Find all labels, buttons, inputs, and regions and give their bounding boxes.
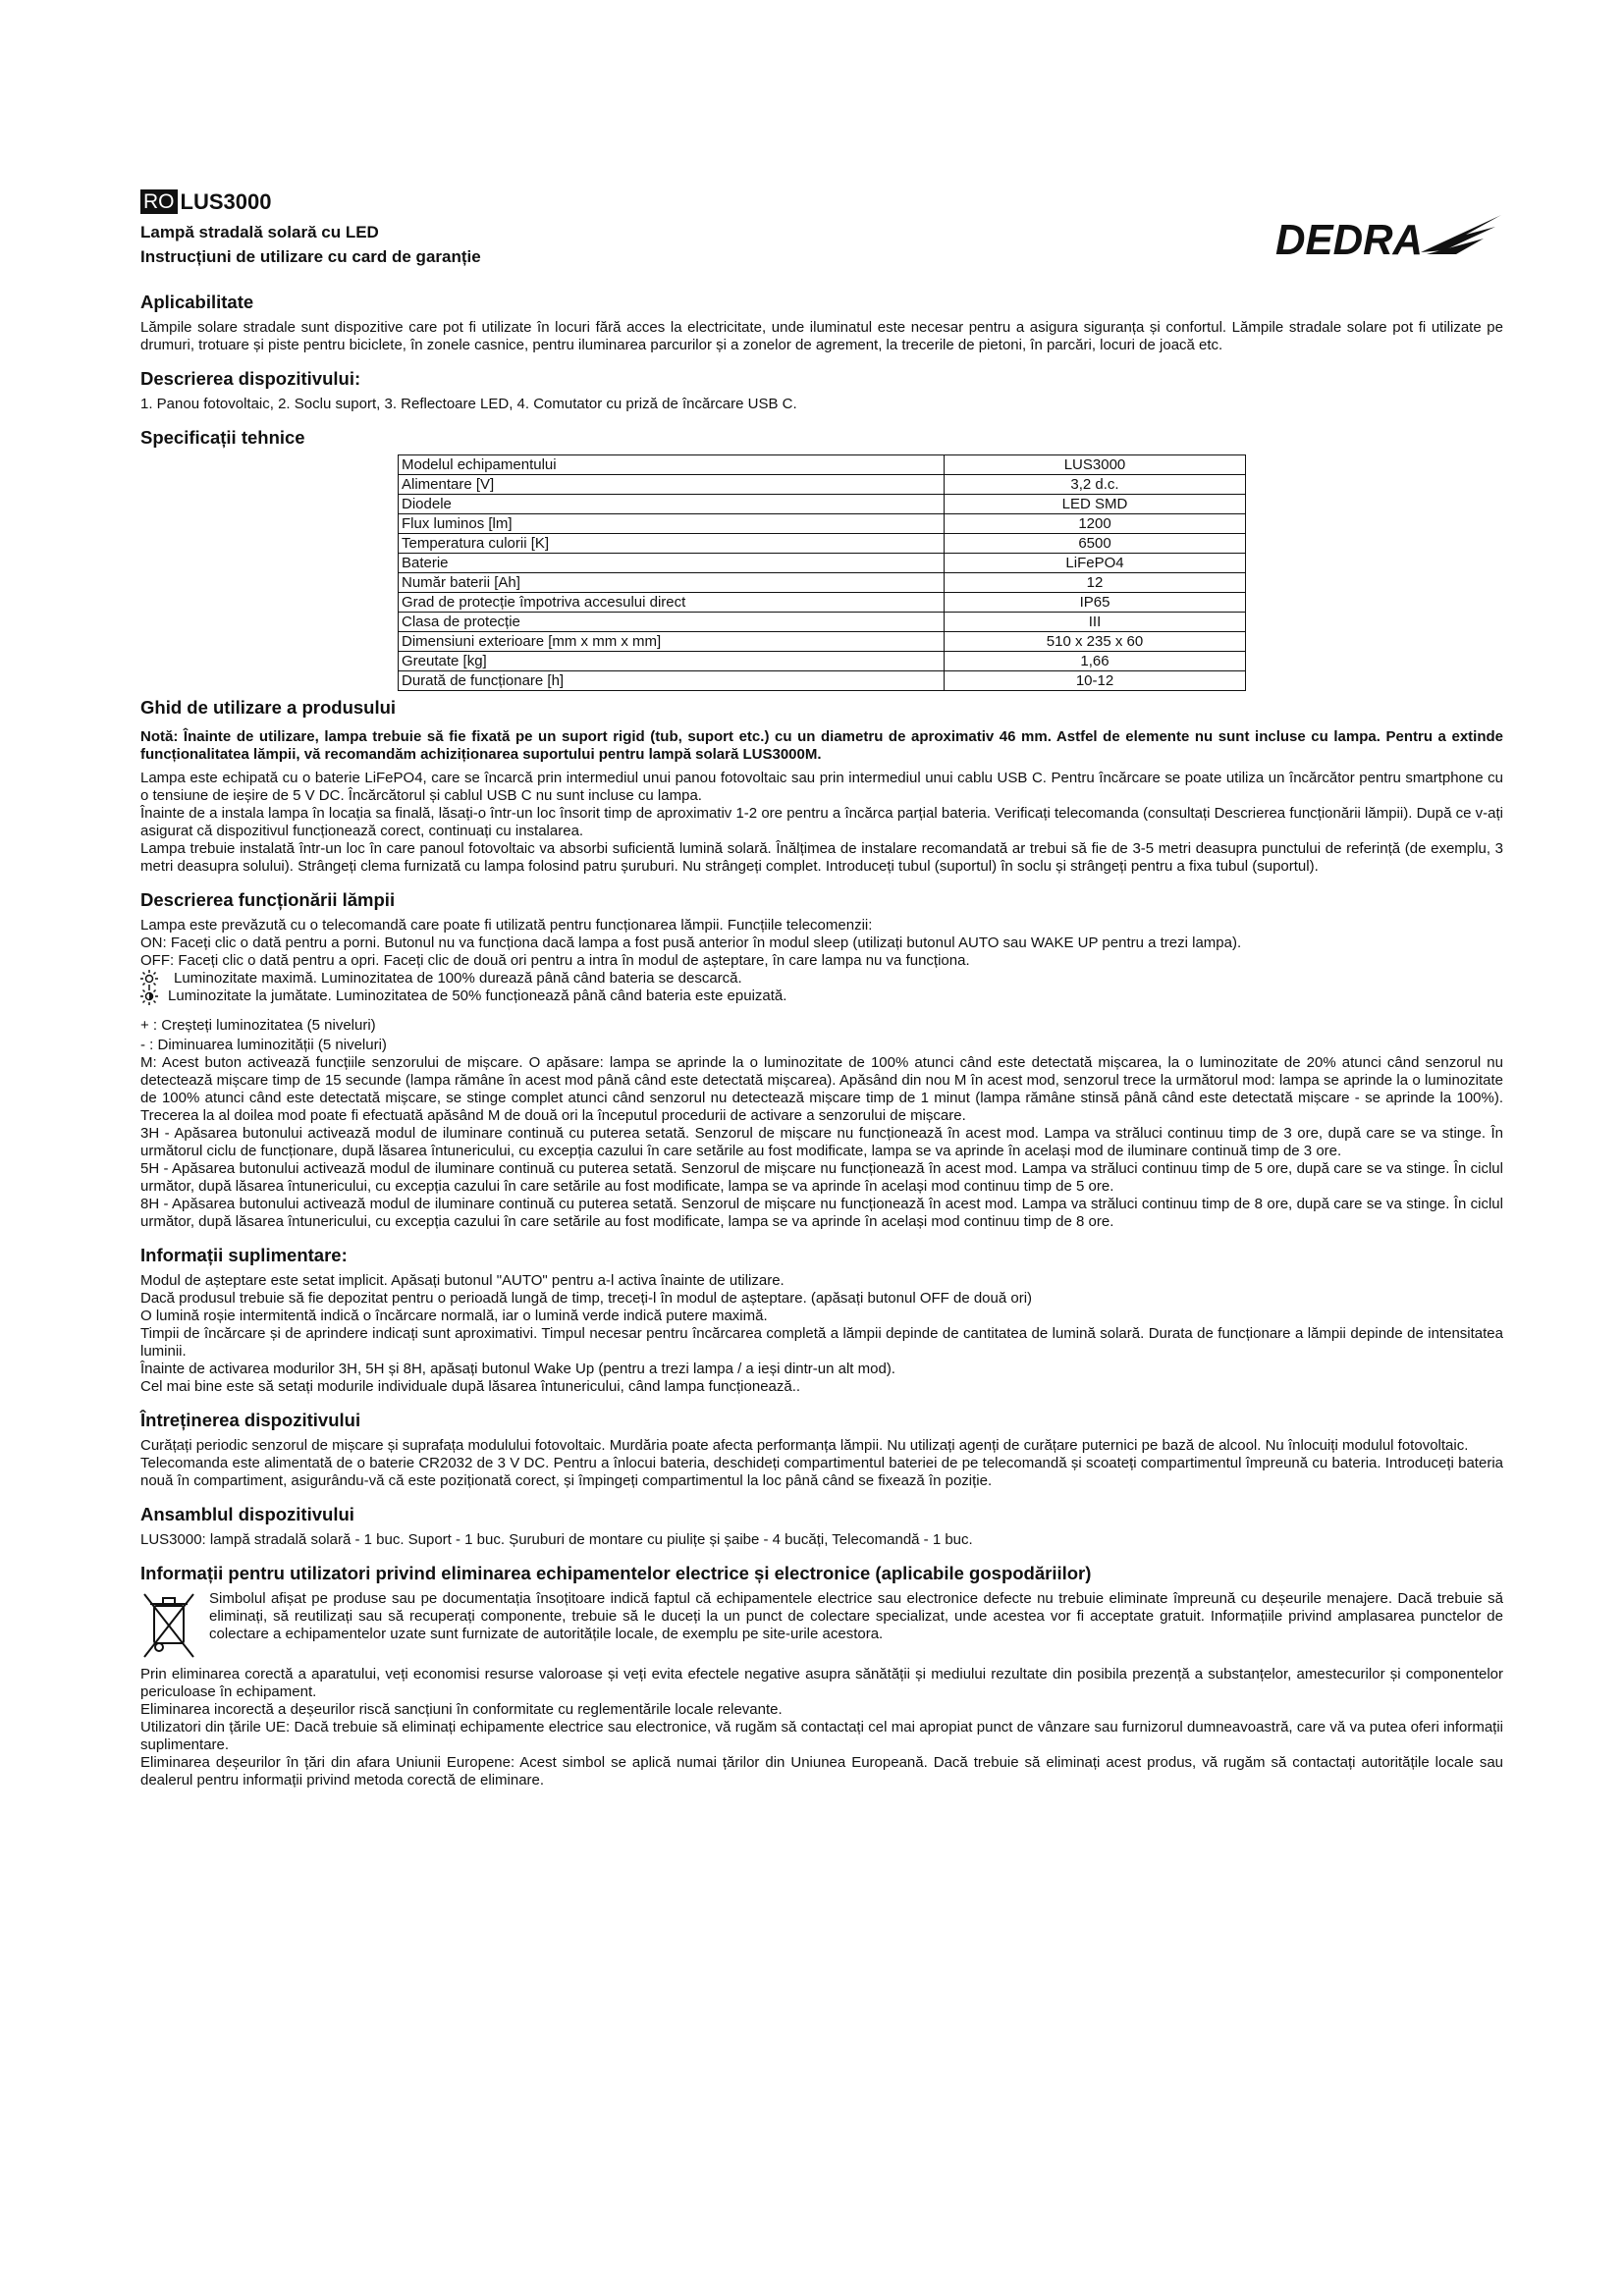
operation-minus: - : Diminuarea luminozității (5 niveluri) xyxy=(140,1037,387,1053)
model-name: LUS3000 xyxy=(180,189,272,214)
spec-value: III xyxy=(945,613,1246,632)
maintenance-paragraph: Telecomanda este alimentată de o baterie CR2032 de 3 V DC. Pentru a înlocui bateria, deschideți compartimentul bateriei de pe telecomandă și scoateți compartimentul împreună cu bateria. Introduceți bateria nouă în compartiment, asigurându-vă că este poziționată corect, și împingeți compartimentul la loc până când se fixează în poziție. xyxy=(140,1455,1503,1489)
spec-label: Temperatura culorii [K] xyxy=(399,534,945,554)
spec-value: LiFePO4 xyxy=(945,554,1246,573)
header xyxy=(140,189,1503,288)
specs-row xyxy=(399,632,1246,652)
disposal-heading: Informații pentru utilizatori privind eliminarea echipamentelor electrice și electronice (aplicabile gospodăriilor) xyxy=(140,1563,1092,1583)
disposal-paragraph: Prin eliminarea corectă a aparatului, veți economisi resurse valoroase și veți evita efectele negative asupra sănătății și mediului rezultate din posibila prezență a substanțelor, amestecurilor și componentelor periculoase în echipament. xyxy=(140,1666,1503,1700)
spec-value: 3,2 d.c. xyxy=(945,475,1246,495)
operation-8h: 8H - Apăsarea butonului activează modul de iluminare continuă cu puterea setată. Senzorul de mișcare nu funcționează în acest mod. Lampa va străluci continuu timp de 8 ore, după care se va stinge. În ciclul următor, după lăsarea întunericului, cu excepția cazului în care setările au fost modificate, lampa se va aprinde în același mod continuu timp de 8 ore. xyxy=(140,1196,1503,1230)
document-page xyxy=(140,189,1503,1789)
operation-on: ON: Faceți clic o dată pentru a porni. Butonul nu va funcționa dacă lampa a fost pusă anterior în modul sleep (utilizați butonul AUTO sau WAKE UP pentru a trezi lampa). xyxy=(140,934,1242,951)
operation-heading: Descrierea funcționării lămpii xyxy=(140,889,396,910)
applicability-heading: Aplicabilitate xyxy=(140,292,254,312)
logo-wordmark: DEDRA xyxy=(1275,216,1423,264)
usage-paragraph: Lampa este echipată cu o baterie LiFePO4, care se încarcă prin intermediul unui panou fotovoltaic sau prin intermediul unui cablu USB C. Pentru încărcare se poate utiliza un încărcător pentru smartphone cu o tensiune de ieșire de 5 V DC. Încărcătorul și cablul USB C nu sunt incluse cu lampa. xyxy=(140,770,1503,804)
spec-label: Diodele xyxy=(399,495,945,514)
specs-row xyxy=(399,573,1246,593)
specs-row xyxy=(399,534,1246,554)
spec-value: 6500 xyxy=(945,534,1246,554)
document-title: Lampă stradală solară cu LED xyxy=(140,223,379,241)
half-brightness-text: Luminozitate la jumătate. Luminozitatea de 50% funcționează până când bateria este epuizată. xyxy=(168,988,787,1004)
spec-label: Grad de protecție împotriva accesului direct xyxy=(399,593,945,613)
spec-label: Baterie xyxy=(399,554,945,573)
disposal-paragraph: Utilizatori din țările UE: Dacă trebuie să eliminați echipamente electrice sau electronice, vă rugăm să contactați cel mai apropiat punct de vânzare sau furnizorul dumneavoastră, care vă va putea oferi informații suplimentare. xyxy=(140,1719,1503,1753)
specs-row xyxy=(399,455,1246,475)
additional-line: Dacă produsul trebuie să fie depozitat pentru o perioadă lungă de timp, treceți-l în modul de așteptare. (apăsați butonul OFF de două ori) xyxy=(140,1290,1033,1307)
additional-line: Timpii de încărcare și de aprindere indicați sunt aproximativi. Timpul necesar pentru încărcarea completă a lămpii depinde de cantitatea de lumină solară. Durata de funcționare a lămpii depinde de intensitatea luminii. xyxy=(140,1325,1503,1360)
max-brightness-line xyxy=(140,970,1503,988)
spec-value: 510 x 235 x 60 xyxy=(945,632,1246,652)
operation-m: M: Acest buton activează funcțiile senzorului de mișcare. O apăsare: lampa se aprinde la o luminozitate de 100% atunci când este detectată mișcarea, la o luminozitate de 20% atunci când senzorul nu detectează mișcare timp de 15 secunde (lampa rămâne în acest mod până când este detectată mișcarea). Apăsând din nou M în acest mod, senzorul trece la următorul mod: lampa se aprinde la o luminozitate de 100% atunci când este detectată mișcare, se stinge complet atunci când senzorul nu detectează mișcare timp de 1 minut (lampa rămâne stinsă până când este detectată mișcare - se aprinde la 100%). Trecerea la al doilea mod poate fi efectuată apăsând M de două ori la începutul procedurii de activare a senzorului de mișcare. xyxy=(140,1054,1503,1124)
additional-line: Cel mai bine este să setați modurile individuale după lăsarea întunericului, când lampa funcționează.. xyxy=(140,1378,801,1395)
spec-value: LUS3000 xyxy=(945,455,1246,475)
description-text: 1. Panou fotovoltaic, 2. Soclu suport, 3. Reflectoare LED, 4. Comutator cu priză de încărcare USB C. xyxy=(140,396,797,412)
additional-line: Modul de așteptare este setat implicit. Apăsați butonul "AUTO" pentru a-l activa înainte de utilizare. xyxy=(140,1272,785,1289)
disposal-paragraph: Eliminarea incorectă a deșeurilor riscă sancțiuni în conformitate cu reglementările locale relevante. xyxy=(140,1701,783,1718)
usage-heading: Ghid de utilizare a produsului xyxy=(140,697,397,718)
specs-row xyxy=(399,554,1246,573)
spec-value: 10-12 xyxy=(945,671,1246,691)
spec-label: Număr baterii [Ah] xyxy=(399,573,945,593)
description-heading: Descrierea dispozitivului: xyxy=(140,368,361,389)
operation-plus: + : Creșteți luminozitatea (5 niveluri) xyxy=(140,1017,376,1034)
sun-full-icon xyxy=(140,970,168,988)
spec-label: Dimensiuni exterioare [mm x mm x mm] xyxy=(399,632,945,652)
specs-row xyxy=(399,514,1246,534)
crossed-bin-icon xyxy=(140,1590,209,1666)
operation-3h: 3H - Apăsarea butonului activează modul de iluminare continuă cu puterea setată. Senzorul de mișcare nu funcționează în acest mod. Lampa va străluci continuu timp de 3 ore, după care se va stinge. În următorul ciclu de funcționare, după lăsarea întunericului, cu excepția cazului în care setările au fost modificate, lampa se va aprinde în același mod de iluminare continuă timp de 3 ore. xyxy=(140,1125,1503,1159)
spec-value: 1200 xyxy=(945,514,1246,534)
spec-label: Durată de funcționare [h] xyxy=(399,671,945,691)
specs-row xyxy=(399,613,1246,632)
spec-label: Modelul echipamentului xyxy=(399,455,945,475)
operation-5h: 5H - Apăsarea butonului activează modul de iluminare continuă cu puterea setată. Senzorul de mișcare nu funcționează în acest mod. Lampa va străluci continuu timp de 5 ore, după care se va stinge. În ciclul următor, după lăsarea întunericului, cu excepția cazului în care setările au fost modificate, lampa se va aprinde în același mod continuu timp de 5 ore. xyxy=(140,1160,1503,1195)
applicability-text: Lămpile solare stradale sunt dispozitive care pot fi utilizate în locuri fără acces la electricitate, unde iluminatul este necesar pentru a asigura siguranța și confortul. Lămpile stradale solare pot fi utilizate pe drumuri, trotuare și piste pentru biciclete, în zonele casnice, pentru iluminarea parcurilor și a zonelor de agrement, la trecerile de pietoni, în parcări, locuri de joacă etc. xyxy=(140,319,1503,353)
document-subtitle: Instrucțiuni de utilizare cu card de garanție xyxy=(140,247,481,266)
disposal-paragraph: Simbolul afișat pe produse sau pe documentația însoțitoare indică faptul că echipamentele electrice sau electronice defecte nu trebuie eliminate împreună cu deșeurile menajere. Dacă trebuie să eliminați, să reutilizați sau să recuperați componente, trebuie să le duceți la un punct de colectare specializat, unde acestea vor fi acceptate gratuit. Informațiile privind amplasarea punctelor de colectare a echipamentelor uzate sunt furnizate de autoritățile locale, de exemplu pe site-urile acestora. xyxy=(209,1590,1503,1642)
additional-line: Înainte de activarea modurilor 3H, 5H și 8H, apăsați butonul Wake Up (pentru a trezi lampa / a ieși dintr-un alt mod). xyxy=(140,1361,895,1377)
operation-intro: Lampa este prevăzută cu o telecomandă care poate fi utilizată pentru funcționarea lămpii. Funcțiile telecomenzii: xyxy=(140,917,873,934)
spec-label: Alimentare [V] xyxy=(399,475,945,495)
assembly-heading: Ansamblul dispozitivului xyxy=(140,1504,354,1524)
specs-heading: Specificații tehnice xyxy=(140,427,305,448)
spec-value: 1,66 xyxy=(945,652,1246,671)
specs-table xyxy=(398,454,1246,691)
specs-row xyxy=(399,652,1246,671)
spec-label: Greutate [kg] xyxy=(399,652,945,671)
specs-row xyxy=(399,671,1246,691)
maintenance-heading: Întreținerea dispozitivului xyxy=(140,1410,361,1430)
usage-paragraph: Înainte de a instala lampa în locația sa finală, lăsați-o într-un loc însorit timp de aproximativ 1-2 ore pentru a încărca parțial bateria. Verificați telecomanda (consultați Descrierea funcționării lămpii). După ce v-ați asigurat că dispozitivul funcționează corect, continuați cu instalarea. xyxy=(140,805,1503,839)
specs-row xyxy=(399,475,1246,495)
additional-line: O lumină roșie intermitentă indică o încărcare normală, iar o lumină verde indică putere maximă. xyxy=(140,1308,768,1324)
max-brightness-text: Luminozitate maximă. Luminozitatea de 100% durează până când bateria se descarcă. xyxy=(174,970,742,987)
spec-label: Clasa de protecție xyxy=(399,613,945,632)
spec-value: LED SMD xyxy=(945,495,1246,514)
maintenance-paragraph: Curățați periodic senzorul de mișcare și suprafața modulului fotovoltaic. Murdăria poate afecta performanța lămpii. Nu utilizați agenți de curățare puternici pe bază de alcool. Nu înlocuiți modulul fotovoltaic. xyxy=(140,1437,1469,1454)
usage-paragraph: Lampa trebuie instalată într-un loc în care panoul fotovoltaic va absorbi suficientă lumină solară. Înălțimea de instalare recomandată ar trebui să fie de 3-5 metri deasupra punctului de referință (de exemplu, 3 metri deasupra solului). Strângeți clema furnizată cu lampa folosind patru șuruburi. Nu strângeți complet. Introduceți tubul (suportul) în soclu și strângeți pentru a fixa tubul (suportul). xyxy=(140,840,1503,875)
spec-label: Flux luminos [lm] xyxy=(399,514,945,534)
disposal-paragraph: Eliminarea deșeurilor în țări din afara Uniunii Europene: Acest simbol se aplică numai țărilor din Uniunea Europeană. Dacă trebuie să eliminați acest produs, vă rugăm să contactați autoritățile locale sau dealerul pentru informații privind metoda corectă de eliminare. xyxy=(140,1754,1503,1789)
specs-row xyxy=(399,593,1246,613)
assembly-text: LUS3000: lampă stradală solară - 1 buc. Suport - 1 buc. Șuruburi de montare cu piulițe și șaibe - 4 bucăți, Telecomandă - 1 buc. xyxy=(140,1531,973,1548)
half-brightness-line xyxy=(140,988,1503,1005)
additional-heading: Informații suplimentare: xyxy=(140,1245,348,1265)
dedra-logo xyxy=(1273,205,1501,266)
operation-off: OFF: Faceți clic o dată pentru a opri. Faceți clic de două ori pentru a intra în modul de așteptare, în care lampa nu va funcționa. xyxy=(140,952,970,969)
specs-row xyxy=(399,495,1246,514)
usage-note: Notă: Înainte de utilizare, lampa trebuie să fie fixată pe un suport rigid (tub, suport etc.) cu un diametru de aproximativ 46 mm. Astfel de elemente nu sunt incluse cu lampa. Pentru a extinde funcționalitatea lămpii, vă recomandăm achiziționarea suportului pentru lampă solară LUS3000M. xyxy=(140,728,1503,763)
spec-value: 12 xyxy=(945,573,1246,593)
language-badge: RO xyxy=(140,189,178,214)
spec-value: IP65 xyxy=(945,593,1246,613)
sun-half-icon xyxy=(140,988,168,1005)
disposal-block xyxy=(140,1590,1503,1666)
